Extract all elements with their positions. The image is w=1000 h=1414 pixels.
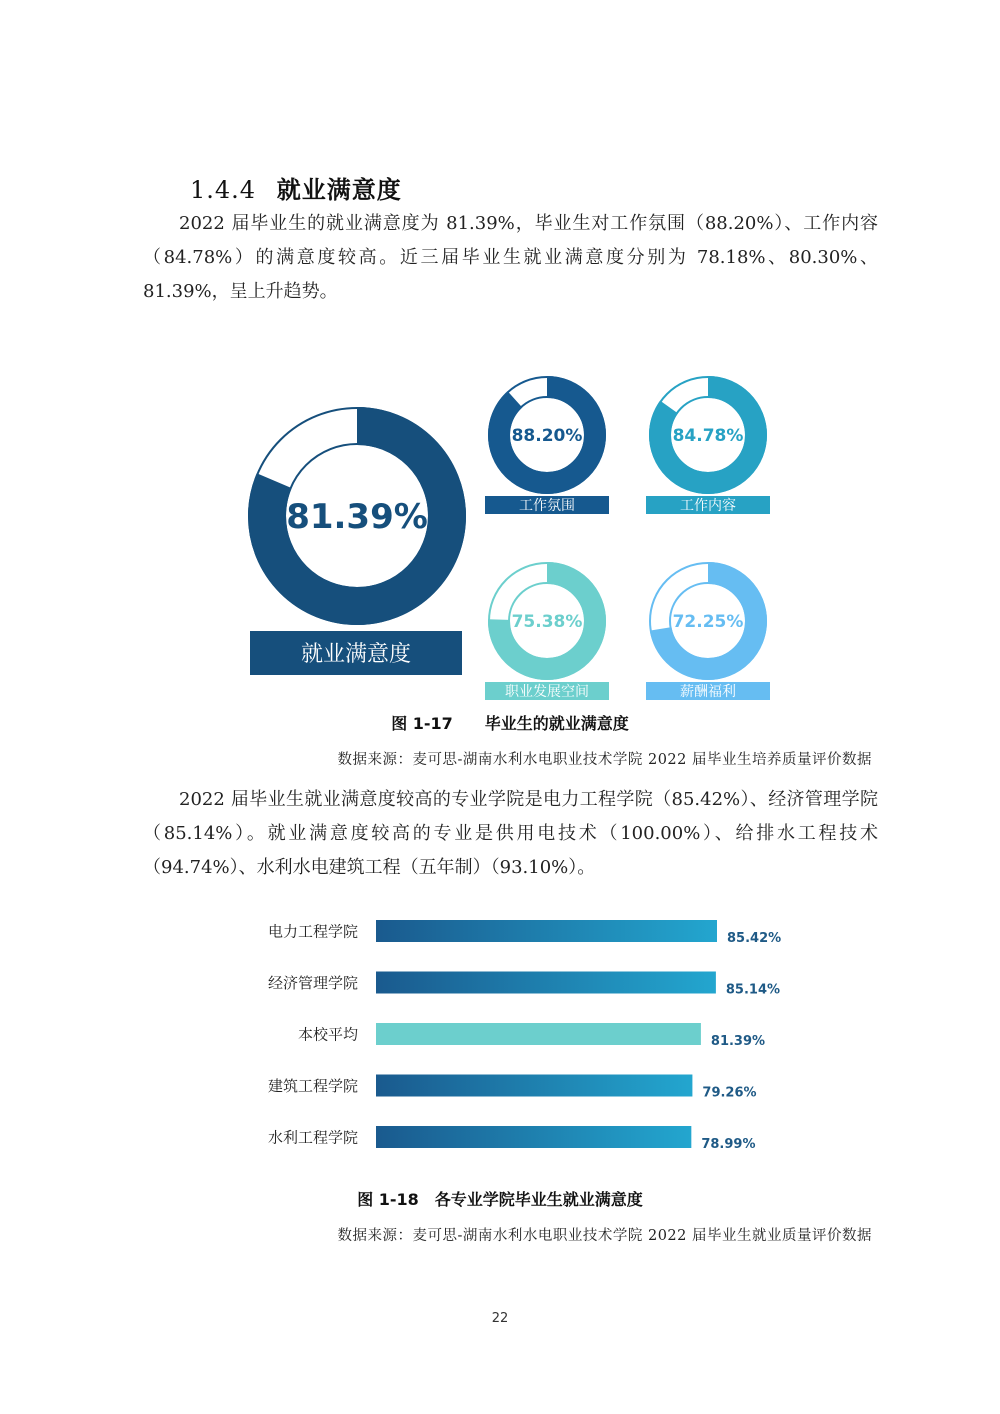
paragraph-1: 2022 届毕业生的就业满意度为 81.39%，毕业生对工作氛围（88.20%）、工作内容（84.78%）的满意度较高。近三届毕业生就业满意度分别为 78.18%、80.30%、81.39%，呈上升趋势。 [143, 213, 878, 302]
bar [376, 1075, 692, 1097]
bar [376, 1023, 701, 1045]
donut-category-label: 薪酬福利 [680, 684, 736, 701]
bar-row [268, 1075, 757, 1101]
section-heading [190, 170, 402, 205]
bar-row [268, 972, 780, 998]
bar [376, 972, 716, 994]
bar-row [268, 1126, 756, 1152]
donut-value-label: 72.25% [672, 612, 744, 633]
figure-2-caption: 图 1-18 各专业学院毕业生就业满意度 [357, 1190, 643, 1209]
bar-category-label: 建筑工程学院 [267, 1077, 358, 1095]
donut-1 [485, 387, 609, 514]
donut-2 [646, 387, 770, 514]
bar-category-label: 水利工程学院 [267, 1128, 358, 1147]
donut-value-label: 84.78% [672, 426, 744, 447]
section-number: 1.4.4 [190, 176, 257, 204]
donut-chart-figure [0, 360, 1000, 705]
donut-3 [485, 573, 609, 700]
donut-category-label: 工作内容 [680, 498, 736, 515]
donut-category-label: 职业发展空间 [505, 684, 589, 701]
bar [376, 1126, 691, 1148]
bar-value-label: 81.39% [710, 1034, 766, 1049]
figure-1-source: 数据来源：麦可思-湖南水利水电职业技术学院 2022 届毕业生培养质量评价数据 [337, 752, 872, 768]
bar-value-label: 85.42% [727, 931, 782, 946]
bar-row [268, 920, 781, 946]
bar-chart-figure [0, 905, 1000, 1175]
section-title: 就业满意度 [276, 176, 402, 204]
donut-value-label: 81.39% [286, 497, 428, 538]
bar-value-label: 79.26% [702, 1085, 757, 1101]
figure-2-source: 数据来源：麦可思-湖南水利水电职业技术学院 2022 届毕业生就业质量评价数据 [337, 1228, 872, 1244]
donut-4 [646, 573, 770, 700]
bar-value-label: 85.14% [725, 982, 781, 998]
donut-0 [250, 426, 462, 675]
donut-category-label: 就业满意度 [300, 641, 412, 667]
paragraph-2: 2022 届毕业生就业满意度较高的专业学院是电力工程学院（85.42%）、经济管理学院（85.14%）。就业满意度较高的专业是供用电技术（100.00%）、给排水工程技术（94.74%）、水利水电建筑工程（五年制）（93.10%）。 [143, 789, 878, 878]
bar [376, 920, 717, 942]
bar-category-label: 本校平均 [297, 1025, 358, 1044]
bar-value-label: 78.99% [701, 1137, 756, 1152]
bar-category-label: 电力工程学院 [267, 922, 358, 941]
page-number: 22 [491, 1311, 509, 1326]
donut-value-label: 88.20% [511, 426, 583, 447]
bar-category-label: 经济管理学院 [267, 974, 358, 992]
donut-category-label: 工作氛围 [519, 498, 575, 515]
bar-row [298, 1023, 765, 1049]
figure-1-caption: 图 1-17 毕业生的就业满意度 [391, 714, 629, 733]
donut-value-label: 75.38% [511, 612, 583, 633]
